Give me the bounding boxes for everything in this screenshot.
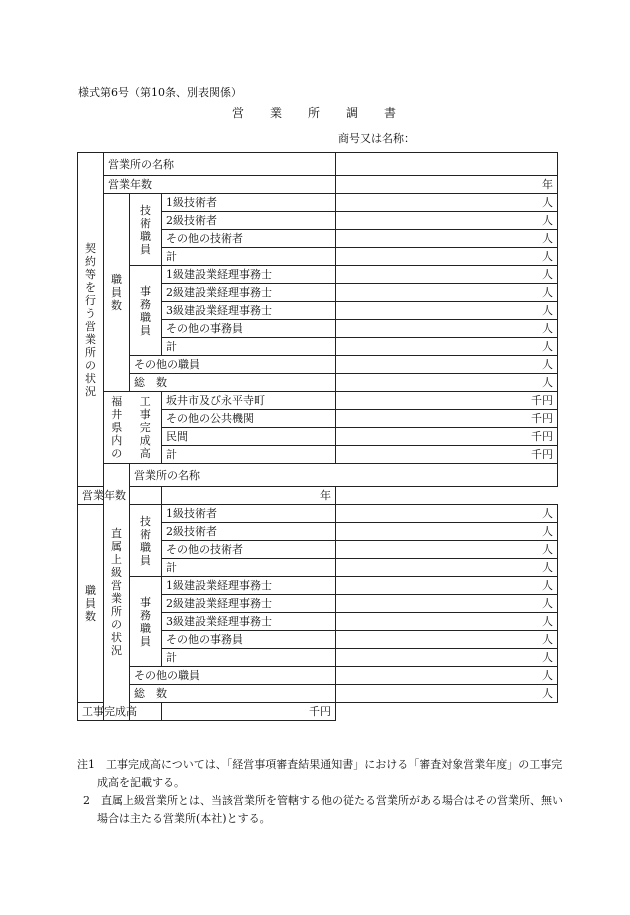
- table-row: [78, 266, 558, 284]
- value-field[interactable]: 人: [336, 320, 558, 338]
- staff-count-label: 職員数: [104, 194, 130, 392]
- row-label: その他の事務員: [162, 320, 336, 338]
- note-1: 注1 工事完成高については、「経営事項審査結果通知書」における「審査対象営業年度」の工事完成高を記載する。: [77, 758, 563, 789]
- office-name-field[interactable]: [336, 153, 558, 176]
- value-field[interactable]: 人: [336, 230, 558, 248]
- title-char: 所: [308, 106, 321, 120]
- fukui-label: 福井県内の: [104, 392, 130, 464]
- staff-count-label: 職員数: [78, 505, 104, 703]
- row-label: 営業所の名称: [104, 153, 336, 176]
- row-label: 営業年数: [104, 176, 336, 194]
- table-row: [78, 703, 558, 721]
- value-field[interactable]: 人: [336, 685, 558, 703]
- value-field[interactable]: 人: [336, 595, 558, 613]
- section2-label: 直属上級営業所の状況: [104, 464, 130, 721]
- years-field[interactable]: 年: [162, 487, 336, 505]
- row-label: その他の事務員: [162, 631, 336, 649]
- table-row: [78, 685, 558, 703]
- table-row: [78, 577, 558, 595]
- section1-label: 契約等を行う営業所の状況: [78, 153, 104, 487]
- value-field[interactable]: 人: [336, 338, 558, 356]
- value-field[interactable]: 千円: [336, 410, 558, 428]
- title-char: 調: [346, 106, 359, 120]
- row-label: 2級建設業経理事務士: [162, 595, 336, 613]
- value-field[interactable]: 人: [336, 577, 558, 595]
- tech-staff-label: 技術職員: [130, 194, 162, 266]
- row-label: その他の職員: [130, 667, 336, 685]
- row-label: 1級技術者: [162, 194, 336, 212]
- note-2: 2 直属上級営業所とは、当該営業所を管轄する他の従たる営業所がある場合はその営業所、無い場合は主たる営業所(本社)とする。: [83, 794, 563, 825]
- value-field[interactable]: 人: [336, 523, 558, 541]
- value-field[interactable]: 人: [336, 667, 558, 685]
- value-field[interactable]: 千円: [162, 703, 336, 721]
- completion-label: 工事完成高: [130, 392, 162, 464]
- value-field[interactable]: 千円: [336, 428, 558, 446]
- row-label: 営業所の名称: [130, 464, 558, 487]
- table-row: [78, 392, 558, 410]
- table-row: [78, 505, 558, 523]
- value-field[interactable]: 人: [336, 302, 558, 320]
- row-label: 3級建設業経理事務士: [162, 302, 336, 320]
- row-label: 計: [162, 248, 336, 266]
- value-field[interactable]: 人: [336, 284, 558, 302]
- value-field[interactable]: 人: [336, 266, 558, 284]
- value-field[interactable]: 人: [336, 248, 558, 266]
- value-field[interactable]: 人: [336, 212, 558, 230]
- row-label: 1級建設業経理事務士: [162, 577, 336, 595]
- row-label: その他の公共機関: [162, 410, 336, 428]
- row-label: 坂井市及び永平寺町: [162, 392, 336, 410]
- row-label: 総 数: [130, 374, 336, 392]
- row-label: その他の技術者: [162, 541, 336, 559]
- office-staff-label: 事務職員: [130, 577, 162, 667]
- tech-staff-label: 技術職員: [130, 505, 162, 577]
- row-label: 2級技術者: [162, 523, 336, 541]
- row-label: 計: [162, 338, 336, 356]
- row-label: 2級建設業経理事務士: [162, 284, 336, 302]
- value-field[interactable]: 人: [336, 356, 558, 374]
- table-row: [78, 153, 558, 176]
- row-label: 民間: [162, 428, 336, 446]
- company-name-label: 商号又は名称：: [338, 132, 415, 145]
- row-label: 総 数: [130, 685, 336, 703]
- title-char: 業: [270, 106, 283, 120]
- value-field[interactable]: 千円: [336, 392, 558, 410]
- table-row: [78, 487, 558, 505]
- row-label: 3級建設業経理事務士: [162, 613, 336, 631]
- row-label: 計: [162, 649, 336, 667]
- table-row: [78, 464, 558, 487]
- table-row: [78, 667, 558, 685]
- title-char: 営: [232, 106, 245, 120]
- row-label: その他の職員: [130, 356, 336, 374]
- row-label: その他の技術者: [162, 230, 336, 248]
- table-row: [78, 374, 558, 392]
- row-label: 計: [162, 559, 336, 577]
- value-field[interactable]: 人: [336, 374, 558, 392]
- row-label: 1級技術者: [162, 505, 336, 523]
- title-char: 書: [384, 106, 397, 120]
- value-field[interactable]: 人: [336, 541, 558, 559]
- value-field[interactable]: 人: [336, 649, 558, 667]
- value-field[interactable]: 人: [336, 613, 558, 631]
- document-title: [232, 104, 422, 121]
- value-field[interactable]: 千円: [336, 446, 558, 464]
- row-label: 工事完成高: [78, 703, 162, 721]
- value-field[interactable]: 人: [336, 194, 558, 212]
- value-field[interactable]: 人: [336, 631, 558, 649]
- row-label: 営業年数: [78, 487, 162, 505]
- row-label: 2級技術者: [162, 212, 336, 230]
- table-row: [78, 194, 558, 212]
- form-number: 様式第6号（第10条、別表関係）: [78, 86, 242, 99]
- row-label: 1級建設業経理事務士: [162, 266, 336, 284]
- value-field[interactable]: 人: [336, 559, 558, 577]
- table-row: [78, 176, 558, 194]
- years-field[interactable]: 年: [336, 176, 558, 194]
- office-survey-table: [77, 152, 558, 721]
- notes: [77, 756, 567, 828]
- value-field[interactable]: 人: [336, 505, 558, 523]
- table-row: [78, 356, 558, 374]
- row-label: 計: [162, 446, 336, 464]
- office-staff-label: 事務職員: [130, 266, 162, 356]
